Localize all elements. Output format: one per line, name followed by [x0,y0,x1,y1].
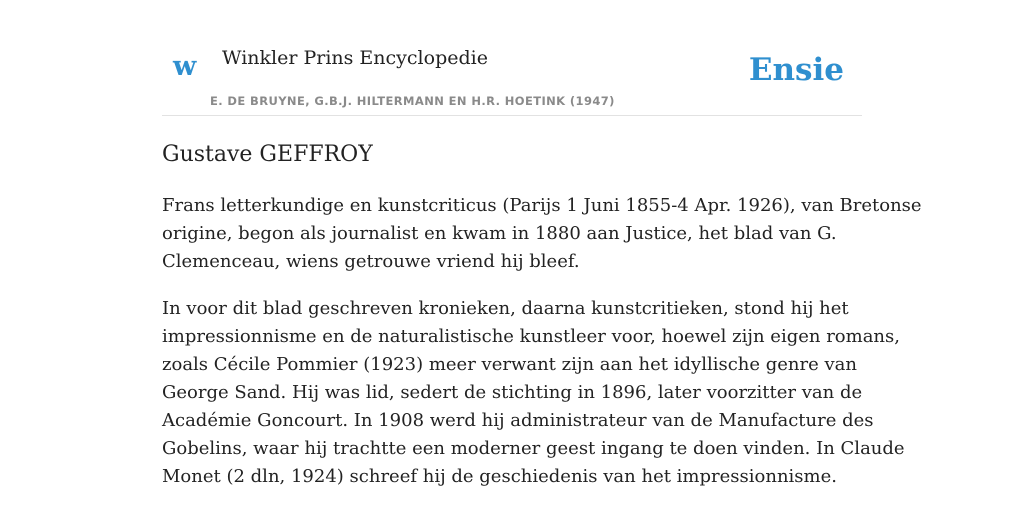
site-header [162,0,862,116]
paragraph-line: Clemenceau, wiens getrouwe vriend hij bleef. [162,251,580,272]
article-title: Gustave GEFFROY [162,142,373,167]
paragraph-line: George Sand. Hij was lid, sedert de stichting in 1896, later voorzitter van de [162,382,863,403]
source-authors: E. DE BRUYNE, G.B.J. HILTERMANN EN H.R. HOETINK (1947) [210,94,615,108]
paragraph-line: Monet (2 dln, 1924) schreef hij de geschiedenis van het impressionnisme. [162,466,837,487]
winkler-prins-logo[interactable]: w [173,51,197,82]
paragraph-line: Gobelins, waar hij trachtte een moderner geest ingang te doen vinden. In Claude [162,438,905,459]
paragraph-line: Frans letterkundige en kunstcriticus (Parijs 1 Juni 1855-4 Apr. 1926), van Bretonse [162,195,922,216]
paragraph-line: zoals Cécile Pommier (1923) meer verwant zijn aan het idyllische genre van [162,354,857,375]
article-body [162,192,922,510]
paragraph-line: In voor dit blad geschreven kronieken, daarna kunstcritieken, stond hij het [162,298,849,319]
paragraph-line: impressionnisme en de naturalistische kunstleer voor, hoewel zijn eigen romans, [162,326,900,347]
paragraph-line: origine, begon als journalist en kwam in 1880 aan Justice, het blad van G. [162,223,837,244]
ensie-logo-link[interactable]: Ensie [748,52,844,88]
article-paragraph [162,192,922,276]
paragraph-line: Académie Goncourt. In 1908 werd hij administrateur van de Manufacture des [162,410,874,431]
article-paragraph [162,295,905,491]
source-title[interactable]: Winkler Prins Encyclopedie [222,47,488,69]
